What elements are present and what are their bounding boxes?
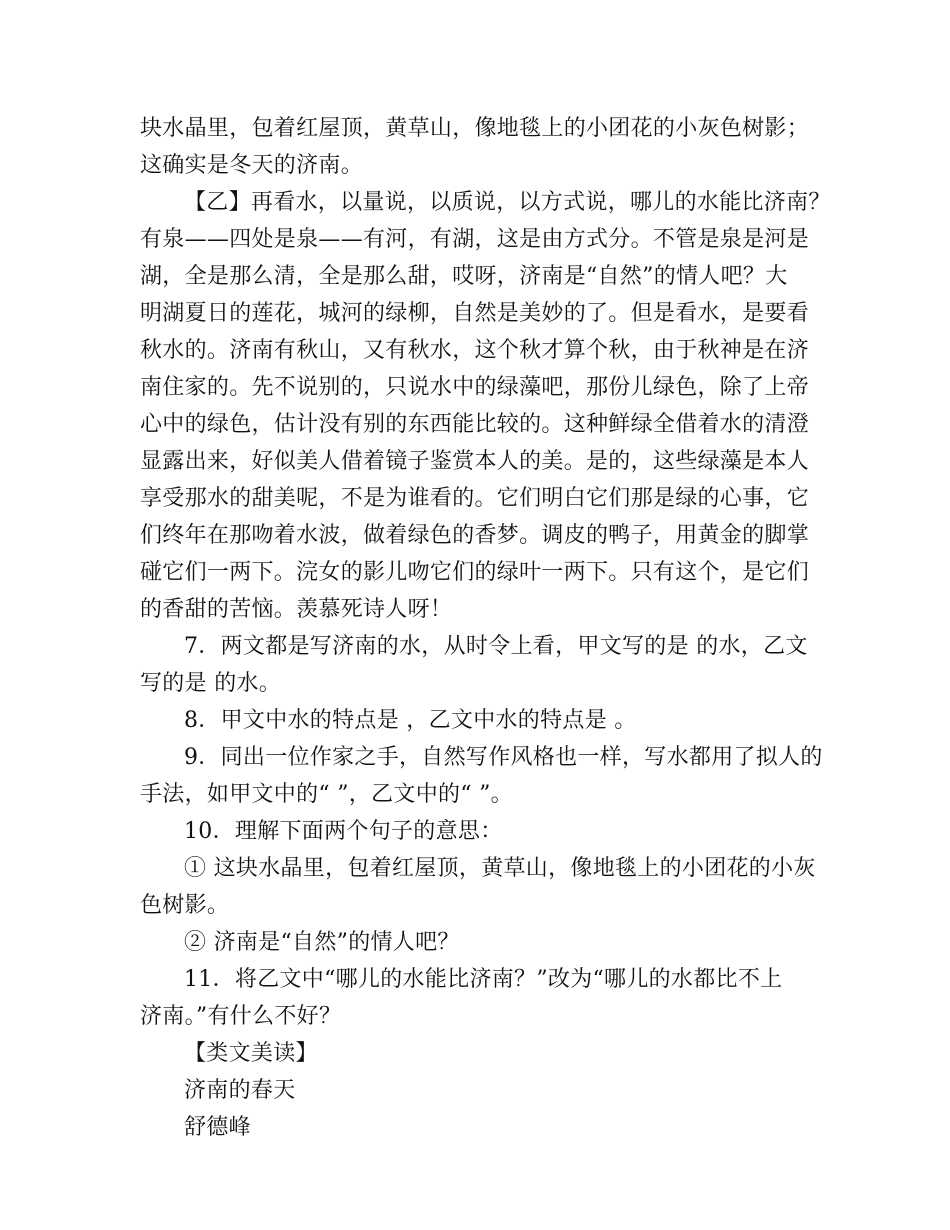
text-line: 写的是 的水。 [140,671,282,696]
text-line: 心中的绿色，估计没有别的东西能比较的。这种鲜绿全借着水的清澄 [140,412,810,437]
text-line: 9．同出一位作家之手，自然写作风格也一样，写水都用了拟人的 [184,745,823,770]
text-line: 手法，如甲文中的“ ”，乙文中的“ ”。 [140,782,513,807]
text-line: 济南的春天 [184,1078,296,1103]
text-line: 有泉——四处是泉——有河，有湖，这是由方式分。不管是泉是河是 [140,227,810,252]
text-line: 10．理解下面两个句子的意思： [184,819,503,844]
text-line: 显露出来，好似美人借着镜子鉴赏本人的美。是的，这些绿藻是本人 [140,449,810,474]
text-line: 11．将乙文中“哪儿的水能比济南？”改为“哪儿的水都比不上 [184,967,783,992]
text-line: 们终年在那吻着水波，做着绿色的香梦。调皮的鸭子，用黄金的脚掌 [140,523,810,548]
text-line: 舒德峰 [184,1115,251,1140]
text-line: 块水晶里，包着红屋顶，黄草山，像地毯上的小团花的小灰色树影； [140,116,810,141]
text-line: 湖，全是那么清，全是那么甜，哎呀，济南是“自然”的情人吧？大 [140,264,788,289]
document-body [140,110,831,1146]
text-line: 的香甜的苦恼。羡慕死诗人呀！ [140,597,453,622]
text-line: ② 济南是“自然”的情人吧？ [184,930,460,955]
text-line: ① 这块水晶里，包着红屋顶，黄草山，像地毯上的小团花的小灰 [184,856,816,881]
text-line: 秋水的。济南有秋山，又有秋水，这个秋才算个秋，由于秋神是在济 [140,338,810,363]
text-line: 碰它们一两下。浣女的影儿吻它们的绿叶一两下。只有这个，是它们 [140,560,810,585]
text-line: 享受那水的甜美呢，不是为谁看的。它们明白它们那是绿的心事，它 [140,486,810,511]
text-line: 7．两文都是写济南的水，从时令上看，甲文写的是 的水，乙文 [184,634,808,659]
text-line: 这确实是冬天的济南。 [140,153,364,178]
text-line: 济南。”有什么不好？ [140,1004,342,1029]
text-line: 8．甲文中水的特点是 ，乙文中水的特点是 。 [184,708,637,733]
text-line: 【乙】再看水，以量说，以质说，以方式说，哪儿的水能比济南？ [184,190,831,215]
text-line: 【类文美读】 [184,1041,318,1066]
text-line: 色树影。 [140,893,230,918]
text-line: 明湖夏日的莲花，城河的绿柳，自然是美妙的了。但是看水，是要看 [140,301,810,326]
text-line: 南住家的。先不说别的，只说水中的绿藻吧，那份儿绿色，除了上帝 [140,375,810,400]
